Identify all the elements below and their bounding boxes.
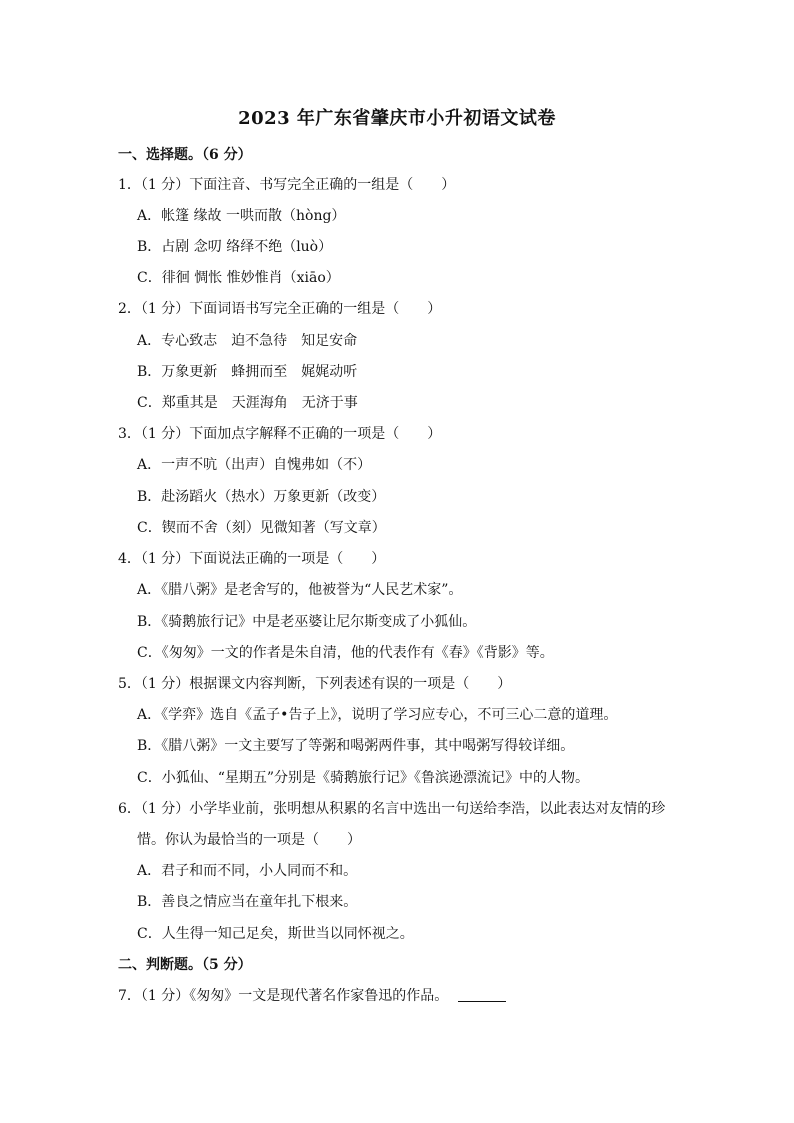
section-heading-choice: 一、选择题。（6 分） [118, 147, 252, 163]
question-4-option-b: B．《骑鹅旅行记》中是老巫婆让尼尔斯变成了小狐仙。 [137, 614, 477, 630]
question-6-stem-continued: 惜。你认为最恰当的一项是（ ） [137, 832, 361, 848]
question-6-option-a: A．君子和而不同，小人同而不和。 [137, 863, 358, 879]
exam-title: 2023 年广东省肇庆市小升初语文试卷 [238, 108, 556, 129]
question-5-stem: 5．（1 分）根据课文内容判断，下列表述有误的一项是（ ） [118, 676, 512, 692]
question-1-option-b: B．占剧 念叨 络绎不绝（luò） [137, 239, 333, 255]
question-4-option-c: C．《匆匆》一文的作者是朱自清，他的代表作有《春》《背影》等。 [137, 645, 554, 661]
question-5-option-b: B．《腊八粥》一文主要写了等粥和喝粥两件事，其中喝粥写得较详细。 [137, 738, 575, 754]
question-1-option-a: A．帐篷 缘故 一哄而散（hòng） [137, 208, 346, 224]
section-heading-judgement: 二、判断题。（5 分） [118, 957, 252, 973]
question-6-option-b: B．善良之情应当在童年扎下根来。 [137, 894, 358, 910]
question-6-stem: 6．（1 分）小学毕业前，张明想从积累的名言中选出一句送给李浩，以此表达对友情的珍 [118, 801, 666, 817]
question-5-option-c: C．小狐仙、“星期五”分别是《骑鹅旅行记》《鲁滨逊漂流记》中的人物。 [137, 770, 590, 786]
question-2-option-a: A．专心致志 迫不急待 知足安命 [137, 333, 358, 349]
question-7-stem: 7．（1 分）《匆匆》一文是现代著名作家鲁迅的作品。 [118, 988, 449, 1004]
question-3-option-b: B．赴汤蹈火（热水）万象更新（改变） [137, 489, 386, 505]
question-2-stem: 2．（1 分）下面词语书写完全正确的一组是（ ） [118, 301, 442, 317]
question-7 [118, 986, 678, 1006]
question-4-stem: 4．（1 分）下面说法正确的一项是（ ） [118, 551, 386, 567]
question-1-option-c: C．徘徊 惆怅 惟妙惟肖（xiāo） [137, 270, 340, 286]
answer-blank[interactable] [458, 987, 506, 1002]
question-3-option-a: A．一声不吭（出声）自愧弗如（不） [137, 457, 372, 473]
question-6-option-c: C．人生得一知己足矣，斯世当以同怀视之。 [137, 926, 414, 942]
question-2-option-b: B．万象更新 蜂拥而至 娓娓动听 [137, 364, 358, 380]
question-4-option-a: A．《腊八粥》是老舍写的，他被誉为“人民艺术家”。 [137, 582, 463, 598]
question-1-stem: 1．（1 分）下面注音、书写完全正确的一组是（ ） [118, 177, 456, 193]
question-5-option-a: A．《学弈》选自《孟子•告子上》，说明了学习应专心，不可三心二意的道理。 [137, 707, 618, 723]
question-2-option-c: C．郑重其是 天涯海角 无济于事 [137, 395, 358, 411]
question-3-stem: 3．（1 分）下面加点字解释不正确的一项是（ ） [118, 426, 442, 442]
question-3-option-c: C．锲而不舍（刻）见微知著（写文章） [137, 520, 386, 536]
